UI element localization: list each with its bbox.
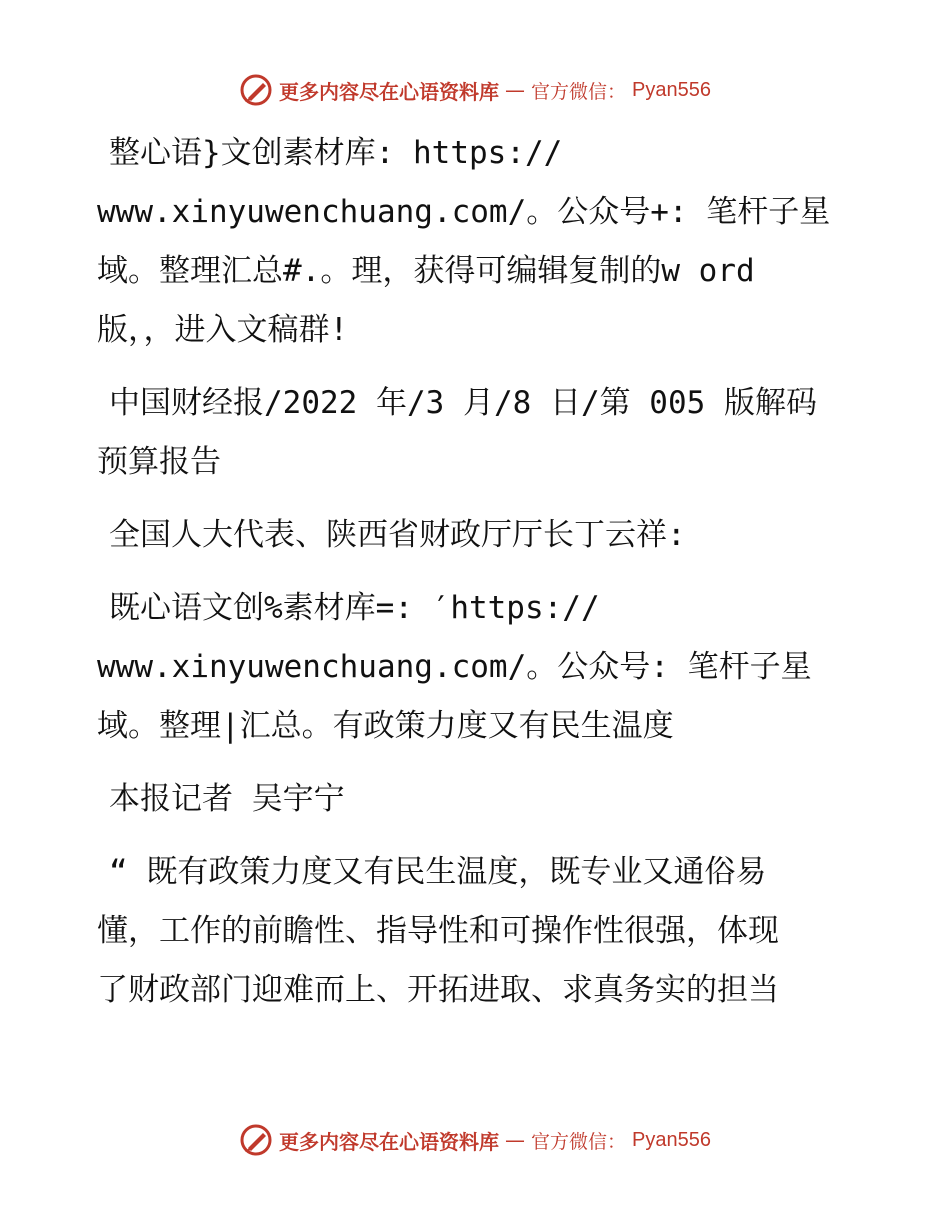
text-line: 了财政部门迎难而上、开拓进取、求真务实的担当 xyxy=(97,972,779,1008)
text-line: 全国人大代表、陕西省财政厅厅长丁云祥: xyxy=(109,517,686,553)
watermark-wechat-id: Pyan556 xyxy=(632,1128,711,1151)
text-line: 懂，工作的前瞻性、指导性和可操作性很强，体现 xyxy=(97,913,779,949)
text-line: 预算报告 xyxy=(97,444,221,480)
watermark-official-label: 官方微信： xyxy=(531,80,627,103)
text-line: www.xinyuwenchuang.com/。公众号+: 笔杆子星 xyxy=(97,194,831,230)
text-line: 中国财经报/2022 年/3 月/8 日/第 005 版解码 xyxy=(109,385,817,421)
paragraph-headline xyxy=(97,579,857,756)
paragraph-speaker xyxy=(97,506,857,565)
footer-watermark xyxy=(0,1120,950,1160)
paragraph-publication-info xyxy=(97,374,857,492)
pen-seal-icon xyxy=(239,73,273,107)
document-body xyxy=(97,124,857,1034)
watermark-wechat-id: Pyan556 xyxy=(632,78,711,101)
paragraph-body xyxy=(97,843,857,1020)
watermark-separator: — xyxy=(505,1128,525,1152)
paragraph-source-note xyxy=(97,124,857,360)
text-line: 版，，进入文稿群! xyxy=(97,312,349,348)
text-line: 本报记者 吴宇宁 xyxy=(109,781,345,817)
pen-seal-icon xyxy=(239,1123,273,1157)
paragraph-byline xyxy=(97,770,857,829)
text-line: 既心语文创%素材库=: ′https:// xyxy=(109,590,600,626)
watermark-separator: — xyxy=(505,78,525,102)
text-line: 整心语}文创素材库: https:// xyxy=(109,135,563,171)
watermark-text: 更多内容尽在心语资料库 xyxy=(279,79,499,104)
text-line: 域。整理|汇总。有政策力度又有民生温度 xyxy=(97,708,674,744)
text-line: 域。整理汇总#.。理，获得可编辑复制的w ord xyxy=(97,253,755,289)
header-watermark xyxy=(0,70,950,110)
watermark-official-label: 官方微信： xyxy=(531,1130,627,1153)
watermark-text: 更多内容尽在心语资料库 xyxy=(279,1129,499,1154)
text-line: www.xinyuwenchuang.com/。公众号: 笔杆子星 xyxy=(97,649,812,685)
text-line: “ 既有政策力度又有民生温度，既专业又通俗易 xyxy=(109,854,767,890)
